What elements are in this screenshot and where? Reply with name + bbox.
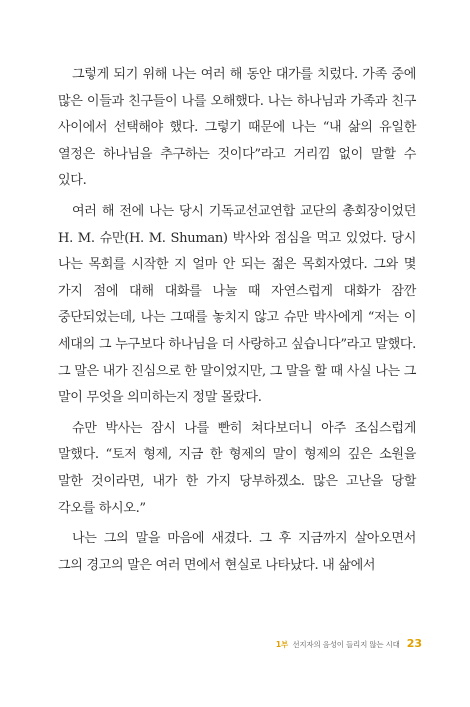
body-text (58, 62, 416, 579)
paragraph-4: 나는 그의 말을 마음에 새겼다. 그 후 지금까지 살아오면서 그의 경고의 말은 여러 면에서 현실로 나타났다. 내 삶에서 (58, 531, 416, 573)
running-footer (276, 637, 422, 650)
paragraph-1: 그렇게 되기 위해 나는 여러 해 동안 대가를 치렀다. 가족 중에 많은 이들과 친구들이 나를 오해했다. 나는 하나님과 가족과 친구 사이에서 선택해야 했다. 그렇기 때문에 나는 “내 삶의 유일한 열정은 하나님을 추구하는 것이다”라고 거리낌 없이 말할 수 있다. (58, 67, 416, 189)
paragraph-2: 여러 해 전에 나는 당시 기독교선교연합 교단의 총회장이었던 H. M. 슈만(H. M. Shuman) 박사와 점심을 먹고 있었다. 당시 나는 목회를 시작한 지 얼마 안 되는 젊은 목회자였다. 그와 몇 가지 점에 대해 대화를 나눌 때 자연스럽게 대화가 잠깐 중단되었는데, 나는 그때를 놓치지 않고 슈만 박사에게 “저는 이 세대의 그 누구보다 하나님을 더 사랑하고 싶습니다”라고 말했다. 그 말은 내가 진심으로 한 말이었지만, 그 말을 할 때 사실 나는 그 말이 무엇을 의미하는지 정말 몰랐다. (58, 203, 416, 406)
paragraph-3: 슈만 박사는 잠시 나를 빤히 쳐다보더니 아주 조심스럽게 말했다. “토저 형제, 지금 한 형제의 말이 형제의 깊은 소원을 말한 것이라면, 내가 한 가지 당부하겠소. 많은 고난을 당할 각오를 하시오.” (58, 420, 416, 516)
footer-part-label: 1부 (275, 640, 289, 649)
footer-chapter-title: 선지자의 음성이 들리지 않는 시대 (292, 640, 400, 649)
page-number: 23 (406, 637, 422, 650)
